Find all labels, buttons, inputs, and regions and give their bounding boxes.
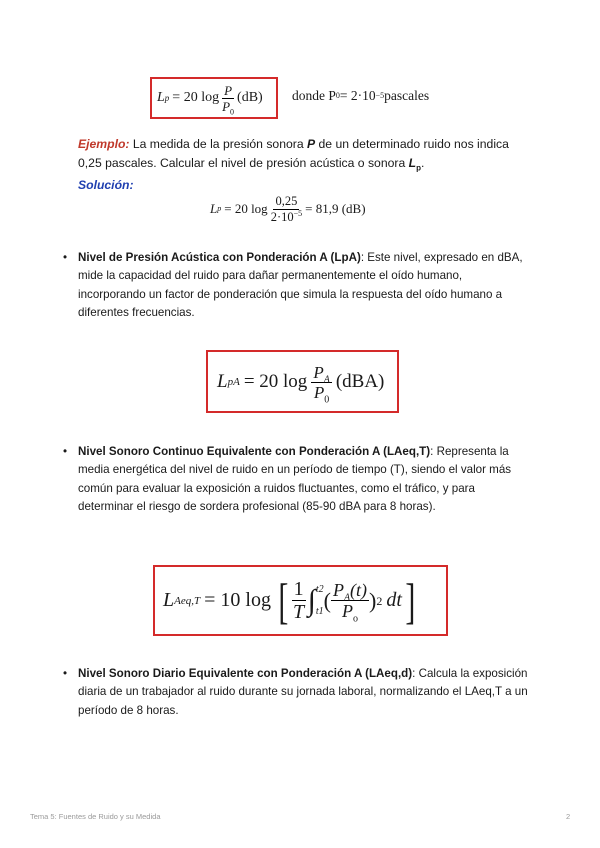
formula-3-one-over-t: $\frac{1}{T}$: [293, 578, 305, 623]
right-bracket: ]: [405, 572, 416, 629]
bullet-lpa-title: Nivel de Presión Acústica con Ponderación A (LpA): [78, 251, 361, 264]
bullet-laeqd: [63, 665, 528, 720]
formula-3: L Aeq,T = 10 log [ $\frac{1}{T}$ ∫ t2 t1 ( $\frac{P_A(t)}{P_o}$ ) 2 dt ]: [163, 572, 416, 629]
page-number: 2: [566, 812, 571, 821]
formula-1-fraction: $\frac{P}{P_0}$: [222, 82, 235, 117]
footer-title: Tema 5: Fuentes de Ruido y su Medida: [30, 812, 161, 821]
bullet-dot: •: [63, 445, 68, 458]
formula-1-unit: (dB): [237, 90, 263, 105]
solution-formula: L p = 20 log $\frac{0,25}{2\cdot 10^{-5}}$ = 81,9 (dB): [210, 194, 366, 224]
example-paragraph: Ejemplo: La medida de la presión sonora P de un determinado ruido nos indica 0,25 pascales. Calcular el nivel de presión acústica o sonora $L_p$.: [78, 137, 509, 172]
bullet-lpa-text: : Este nivel, expresado en dBA, mide la capacidad del ruido para dañar permanentemente el oído humano, incorporando un factor de ponderación que simula la respuesta del oído humano a diferentes frecuencias.: [78, 251, 523, 320]
formula-1-note: donde P 0 = 2·10 −5 pascales: [292, 88, 430, 103]
bullet-laeqd-title: Nivel Sonoro Diario Equivalente con Ponderación A (LAeq,d): [78, 667, 413, 680]
bullet-dot: •: [63, 667, 68, 680]
formula-2-fraction: $\frac{P_A}{P_0}$: [313, 362, 330, 405]
bullet-laeqd-text: : Calcula la exposición diaria de un trabajador al ruido durante su jornada laboral, normalizando el LAeq,T a un período de 8 horas.: [78, 667, 528, 717]
bullet-laeqt: [63, 443, 528, 517]
bullet-dot: •: [63, 251, 68, 264]
bullet-laeqt-title: Nivel Sonoro Continuo Equivalente con Ponderación A (LAeq,T): [78, 445, 431, 458]
formula-1-eq: = 20 log: [172, 90, 220, 105]
bullet-lpa: [63, 249, 528, 323]
formula-2: L pA = 20 log $\frac{P_A}{P_0}$ (dBA): [217, 362, 385, 405]
formula-1-lhs: L: [157, 90, 165, 105]
integral-sign: ∫: [307, 583, 316, 617]
bullet-laeqt-text: : Representa la media energética del nivel de ruido en un período de tiempo (T), siendo el valor más común para evaluar la exposición a ruidos fluctuantes, como el tráfico, y para determinar el riesgo de sordera profesional (85-90 dBA para 8 horas).: [78, 445, 512, 514]
solution-fraction: $\frac{0,25}{2\cdot 10^{-5}}$: [270, 194, 303, 224]
solution-label: Solución:: [78, 178, 134, 192]
solution-result: = 81,9 (dB): [305, 201, 366, 216]
formula-1: L p = 20 log $\frac{P}{P_0}$ (dB): [157, 82, 263, 117]
example-label: Ejemplo:: [78, 137, 130, 151]
integral: ∫ t2 t1: [307, 583, 324, 617]
left-bracket: [: [278, 572, 289, 629]
formula-3-fraction: $\frac{P_A(t)}{P_o}$: [332, 580, 368, 625]
